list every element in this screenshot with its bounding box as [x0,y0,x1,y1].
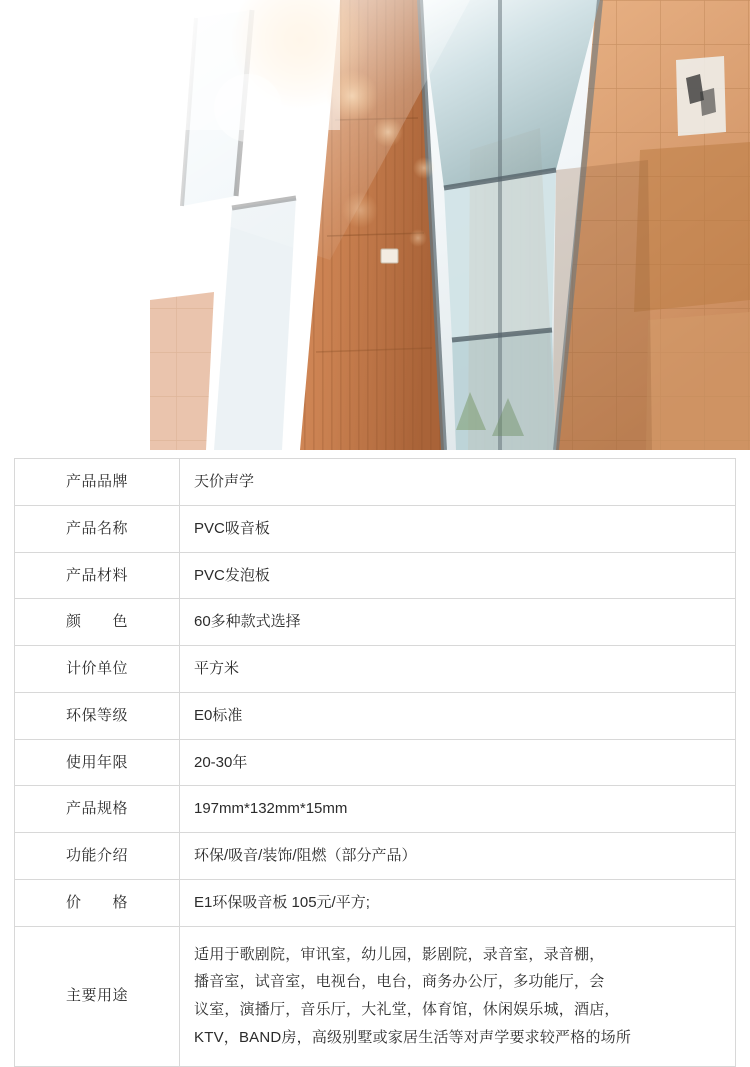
spec-key: 颜 色 [15,599,180,646]
spec-value: PVC发泡板 [180,552,736,599]
spec-value: 197mm*132mm*15mm [180,786,736,833]
table-row-usage [15,926,736,1066]
table-row [15,786,736,833]
spec-value: 环保/吸音/装饰/阻燃（部分产品） [180,833,736,880]
usage-line: 播音室，试音室，电视台，电台，商务办公厅，多功能厅，会 [194,973,605,991]
table-row [15,739,736,786]
table-row [15,833,736,880]
product-spec-table [14,458,736,1067]
spec-key-usage: 主要用途 [15,926,180,1066]
spec-table-body [15,459,736,1067]
usage-line: 议室，演播厅，音乐厅，大礼堂，体育馆，休闲娱乐城，酒店， [194,1001,620,1018]
product-spec-table-wrapper [14,458,736,1067]
spec-value: E0标准 [180,692,736,739]
spec-key: 产品材料 [15,552,180,599]
spec-key: 价 格 [15,879,180,926]
usage-line: KTV，BAND房，高级别墅或家居生活等对声学要求较严格的场所 [194,1028,632,1046]
spec-key: 计价单位 [15,646,180,693]
table-row [15,552,736,599]
table-row [15,646,736,693]
table-row [15,692,736,739]
spec-key: 环保等级 [15,692,180,739]
spec-key: 使用年限 [15,739,180,786]
spec-value: 20-30年 [180,739,736,786]
spec-key: 功能介绍 [15,833,180,880]
spec-value: PVC吸音板 [180,505,736,552]
spec-key: 产品名称 [15,505,180,552]
spec-value: 60多种款式选择 [180,599,736,646]
spec-key: 产品品牌 [15,459,180,506]
table-row [15,505,736,552]
spec-key: 产品规格 [15,786,180,833]
spec-value: 平方米 [180,646,736,693]
table-row [15,879,736,926]
spec-value: 天价声学 [180,459,736,506]
table-row [15,599,736,646]
table-row [15,459,736,506]
spec-value-usage [180,926,736,1066]
spec-value: E1环保吸音板 105元/平方; [180,879,736,926]
hero-product-photo [0,0,750,450]
usage-line: 适用于歌剧院，审讯室，幼儿园，影剧院，录音室，录音棚， [194,945,605,963]
